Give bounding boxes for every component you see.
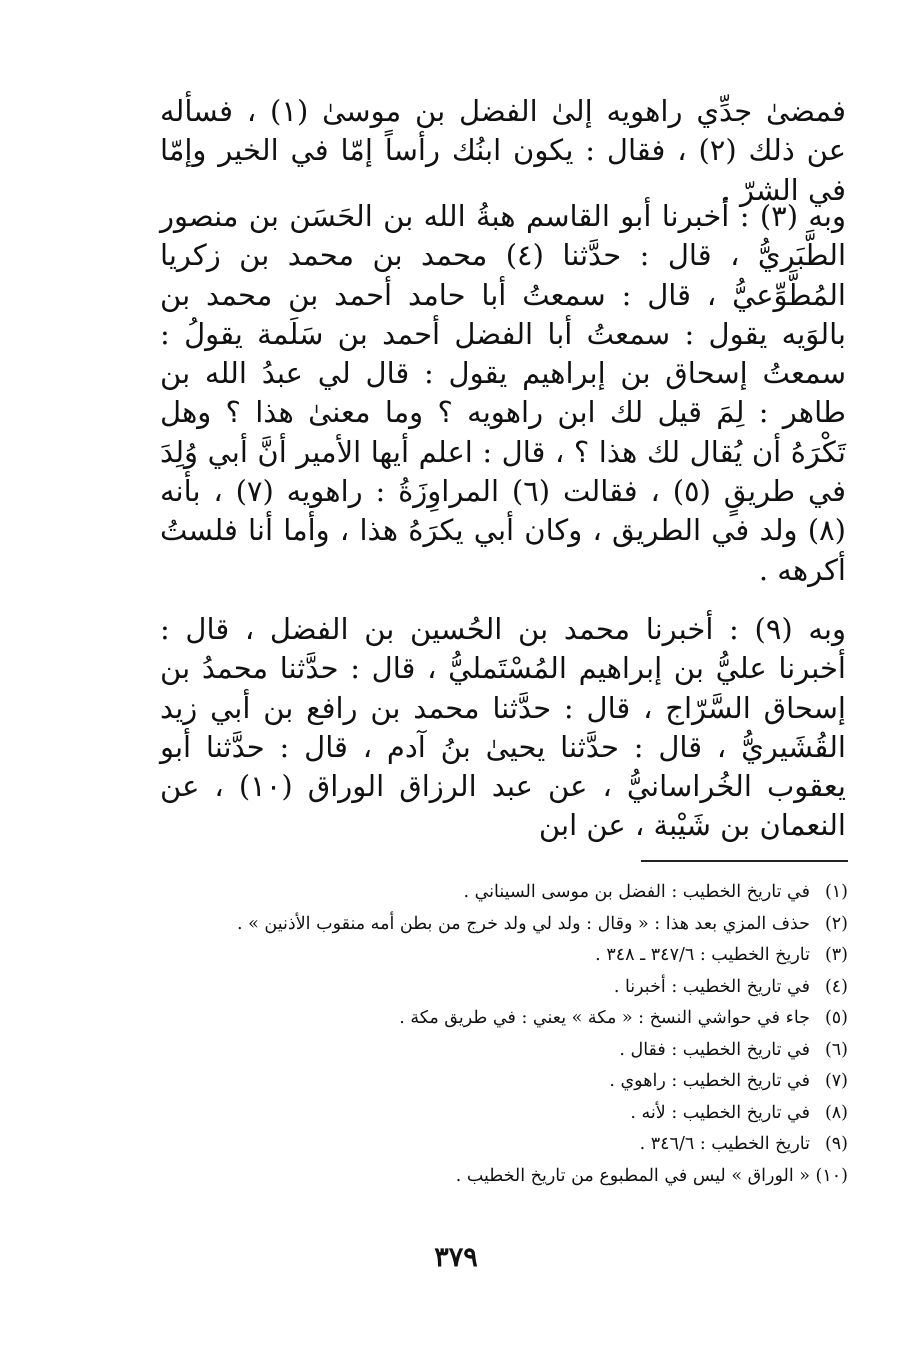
footnote-number: (٦)	[824, 1039, 848, 1060]
body-paragraph-1	[160, 92, 846, 210]
footnote-number: (٤)	[824, 976, 848, 997]
footnote-number: (٣)	[824, 945, 848, 965]
footnote-text: تاريخ الخطيب : ٣٤٧/٦ ـ ٣٤٨ .	[595, 945, 810, 965]
footnote-item	[200, 877, 848, 909]
footnote-text: حذف المزي بعد هذا : « وقال : ولد لي ولد خرج من بطن أمه منقوب الأذنين » .	[237, 913, 810, 934]
footnote-text: في تاريخ الخطيب : الفضل بن موسى السيناني .	[463, 882, 810, 902]
footnote-item	[200, 1066, 848, 1098]
footnote-text: في تاريخ الخطيب : راهوي .	[609, 1071, 810, 1091]
body-paragraph-3	[160, 610, 846, 846]
footnote-text: « الوراق » ليس في المطبوع من تاريخ الخطيب .	[455, 1165, 810, 1186]
footnote-item	[200, 1003, 848, 1035]
body-paragraph-2	[160, 197, 846, 590]
footnote-number: (٢)	[824, 913, 848, 934]
footnote-number: (١)	[824, 882, 848, 902]
page-number: ٣٧٩	[434, 1242, 478, 1273]
footnote-number: (٨)	[824, 1102, 848, 1123]
footnote-item	[200, 909, 848, 941]
footnote-number: (٥)	[824, 1008, 848, 1028]
footnote-item	[200, 1098, 848, 1130]
footnote-text: في تاريخ الخطيب : لأنه .	[630, 1102, 810, 1123]
footnote-item	[200, 1129, 848, 1161]
footnote-number: (٩)	[824, 1134, 848, 1154]
footnote-number: (٧)	[824, 1071, 848, 1091]
footnote-text: جاء في حواشي النسخ : « مكة » يعني : في طريق مكة .	[399, 1008, 810, 1028]
footnote-text: تاريخ الخطيب : ٣٤٦/٦ .	[639, 1134, 810, 1154]
footnote-text: في تاريخ الخطيب : أخبرنا .	[613, 976, 810, 997]
footnote-item	[200, 1035, 848, 1067]
footnote-item	[200, 940, 848, 972]
footnote-item	[200, 1161, 848, 1193]
footnote-separator	[641, 860, 848, 862]
paragraph-text: وبه (٣) : أخبرنا أبو القاسم هبةُ الله بن الحَسَن بن منصور الطَّبَريُّ ، قال : حدَّثنا (٤) محمد بن محمد بن زكريا المُطَّوِّعيُّ ، قال : سمعتُ أبا حامد أحمد بن محمد بن بالوَيه يقول : سمعتُ أبا الفضل أحمد بن سَلَمة يقولُ : سمعتُ إسحاق بن إبراهيم يقول : قال لي عبدُ الله بن طاهر : لِمَ قيل لك ابن راهويه ؟ وما معنىٰ هذا ؟ وهل تَكْرَهُ أن يُقال لك هذا ؟ ، قال : اعلم أيها الأمير أنَّ أبي وُلِدَ في طريقٍ (٥) ، فقالت (٦) المراوِزَةُ : راهويه (٧) ، بأنه (٨) ولد في الطريق ، وكان أبي يكرَهُ هذا ، وأما أنا فلستُ أكرهه .	[160, 199, 847, 587]
footnote-number: (١٠)	[815, 1165, 848, 1186]
paragraph-text: وبه (٩) : أخبرنا محمد بن الحُسين بن الفضل ، قال : أخبرنا عليُّ بن إبراهيم المُسْتَمليُّ ، قال : حدَّثنا محمدُ بن إسحاق السَّرّاج ، قال : حدَّثنا محمد بن رافع بن أبي زيد القُشَيريُّ ، قال : حدَّثنا يحيىٰ بنُ آدم ، قال : حدَّثنا أبو يعقوب الخُراسانيُّ ، عن عبد الرزاق الوراق (١٠) ، عن النعمان بن شَيْبة ، عن ابن	[160, 612, 846, 843]
footnote-text: في تاريخ الخطيب : فقال .	[619, 1039, 810, 1060]
paragraph-text: فمضىٰ جدِّي راهويه إلىٰ الفضل بن موسىٰ (١) ، فسأله عن ذلك (٢) ، فقال : يكون ابنُك رأساً إمّا في الخير وإمّا في الشرّ .	[160, 94, 846, 207]
footnote-item	[200, 972, 848, 1004]
footnotes-list	[200, 877, 848, 1192]
